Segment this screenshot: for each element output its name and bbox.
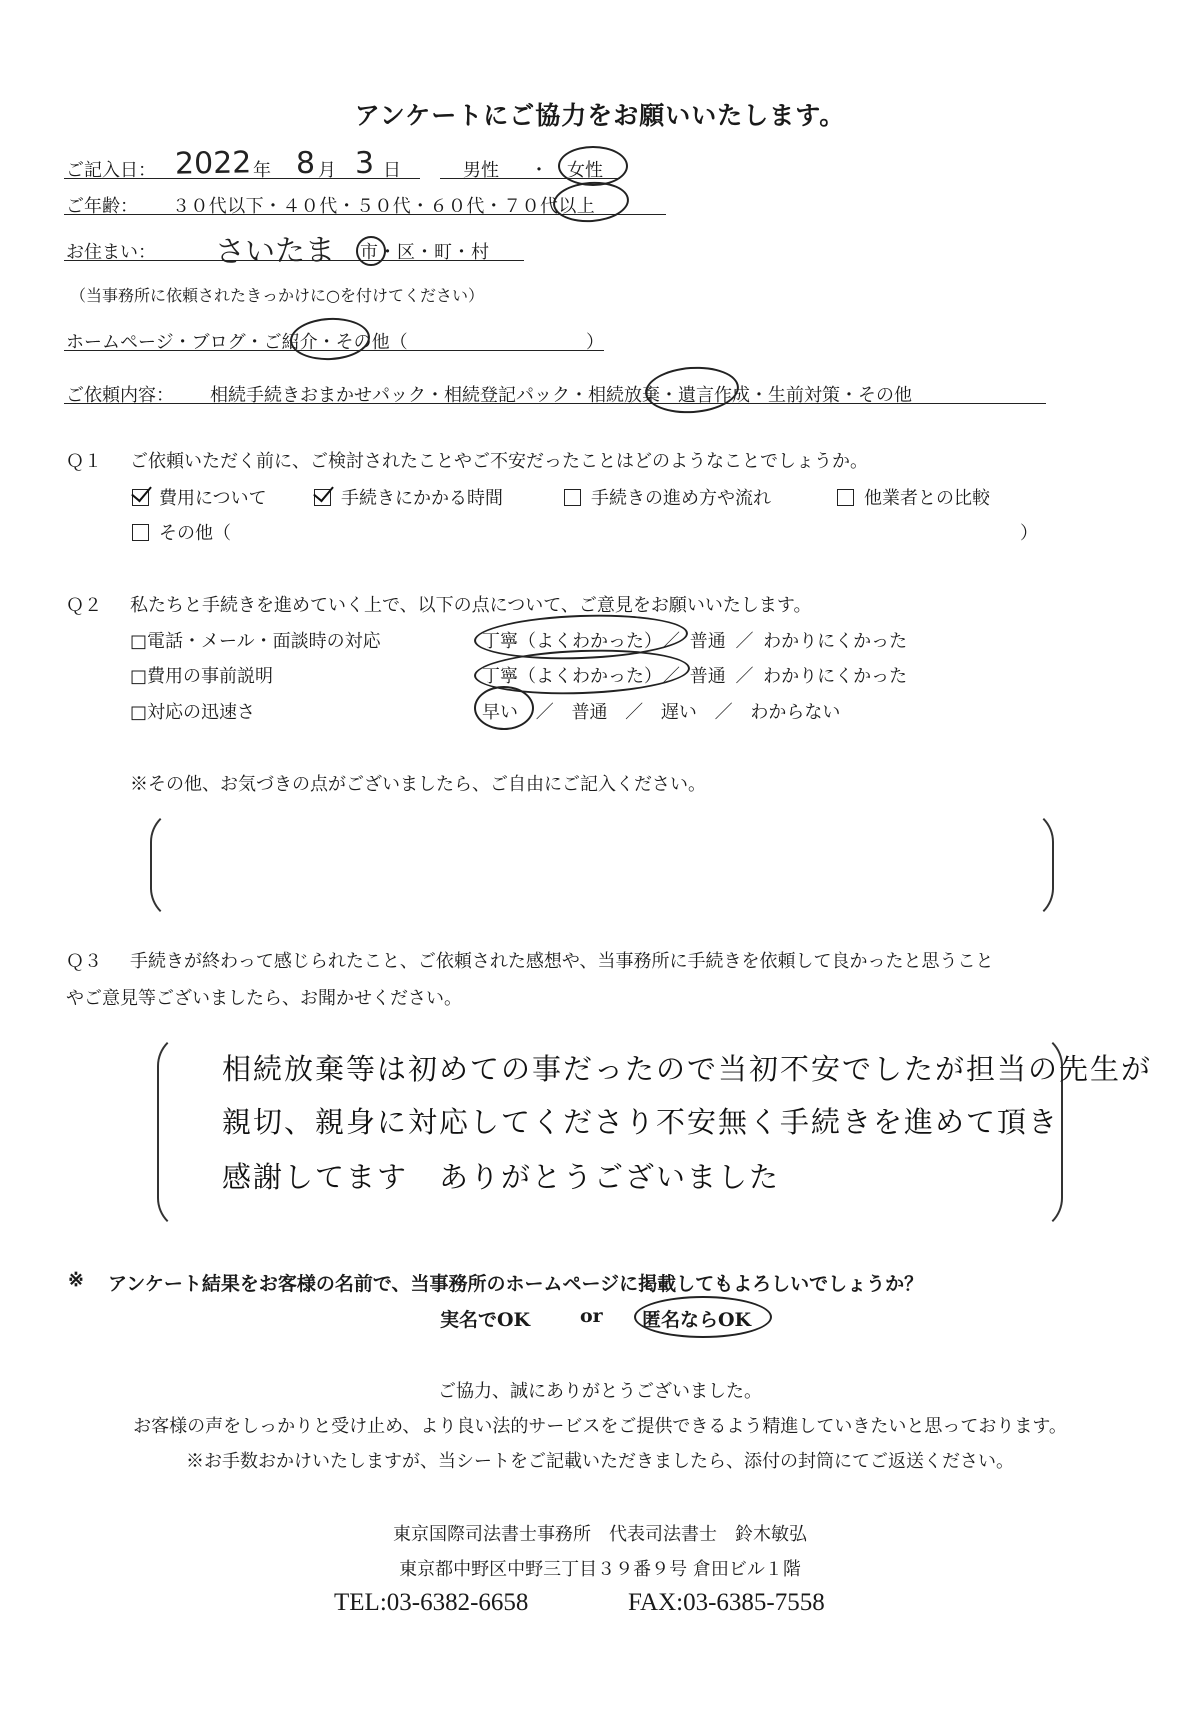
residence-underline	[64, 260, 524, 261]
residence-options[interactable]: 市・区・町・村	[360, 242, 490, 263]
q3-question-line2: やご意見等ございましたら、お聞かせください。	[66, 988, 462, 1009]
q2-row-contact-choices[interactable]: 丁寧（よくわかった）／ 普通 ／ わかりにくかった	[482, 631, 908, 652]
entry-date-month-unit: 月	[318, 160, 336, 181]
q1-option-other[interactable]	[132, 519, 231, 545]
checkbox-checked-icon[interactable]	[132, 489, 149, 506]
q3-answer-line-3: 感謝してます ありがとうございました	[222, 1160, 781, 1194]
checkbox-icon[interactable]	[132, 524, 149, 541]
publish-real-name-option[interactable]: 実名でOK	[440, 1309, 531, 1331]
q1-option-time[interactable]	[314, 484, 503, 510]
q2-row-speed-item: □対応の迅速さ	[130, 702, 256, 723]
q2-row-fee-choices[interactable]: 丁寧（よくわかった）／ 普通 ／ わかりにくかった	[482, 666, 908, 687]
closing-thanks: ご協力、誠にありがとうございました。	[438, 1381, 762, 1402]
entry-date-label: ご記入日：	[66, 160, 156, 181]
gender-male-option[interactable]: 男性	[463, 160, 499, 181]
closing-message: お客様の声をしっかりと受け止め、より良い法的サービスをご提供できるよう精進していきたいと思っております。	[133, 1416, 1067, 1437]
trigger-underline	[64, 350, 604, 351]
trigger-note: （当事務所に依頼されたきっかけに○を付けてください）	[70, 286, 484, 305]
q1-option-process[interactable]	[564, 484, 771, 510]
q1-option-cost-label: 費用について	[159, 488, 267, 509]
q1-option-compare-label: 他業者との比較	[864, 488, 990, 509]
office-name: 東京国際司法書士事務所 代表司法書士 鈴木敏弘	[393, 1524, 807, 1545]
entry-date-month[interactable]: 8	[295, 145, 316, 182]
q1-option-compare[interactable]	[837, 484, 990, 510]
office-fax: FAX:03-6385-7558	[628, 1589, 825, 1616]
checkbox-icon[interactable]	[564, 489, 581, 506]
checkbox-icon[interactable]	[837, 489, 854, 506]
residence-label: お住まい：	[66, 242, 156, 263]
q2-row-fee-item: □費用の事前説明	[130, 666, 274, 687]
page-title: アンケートにご協力をお願いいたします。	[354, 101, 846, 130]
entry-date-year[interactable]: 2022	[174, 145, 252, 182]
q1-other-close: ）	[1020, 523, 1038, 544]
gender-female-option[interactable]: 女性	[567, 160, 603, 181]
gender-underline	[440, 178, 620, 179]
entry-date-day-unit: 日	[383, 160, 401, 181]
request-underline	[64, 403, 1046, 404]
entry-date-underline	[64, 178, 420, 179]
request-label: ご依頼内容：	[66, 385, 174, 406]
q2-question: 私たちと手続きを進めていく上で、以下の点について、ご意見をお願いいたします。	[130, 595, 812, 616]
age-label: ご年齢：	[66, 196, 138, 217]
q1-option-cost[interactable]	[132, 484, 267, 510]
age-options[interactable]: ３０代以下・４０代・５０代・６０代・７０代以上	[172, 196, 596, 217]
q3-question-line1: 手続きが終わって感じられたこと、ご依頼された感想や、当事務所に手続きを依頼して良かったと思うこと	[130, 951, 994, 972]
trigger-other-close: ）	[586, 332, 604, 353]
q2-row-speed-choices[interactable]: 早い ／ 普通 ／ 遅い ／ わからない	[482, 702, 841, 723]
q2-note: ※その他、お気づきの点がございましたら、ご自由にご記入ください。	[130, 774, 706, 795]
publish-anonymous-option[interactable]: 匿名ならOK	[642, 1309, 752, 1331]
office-address: 東京都中野区中野三丁目３９番９号 倉田ビル１階	[399, 1559, 801, 1580]
publish-question: アンケート結果をお客様の名前で、当事務所のホームページに掲載してもよろしいでしょうか？	[108, 1273, 924, 1295]
residence-city[interactable]: さいたま	[214, 232, 336, 271]
q2-row-contact-item: □電話・メール・面談時の対応	[130, 631, 381, 652]
entry-date-year-unit: 年	[253, 160, 271, 181]
q3-number: Ｑ３	[66, 951, 102, 972]
office-tel: TEL:03-6382-6658	[334, 1589, 529, 1616]
q1-number: Ｑ１	[66, 451, 102, 472]
q1-question: ご依頼いただく前に、ご検討されたことやご不安だったことはどのようなことでしょうか。	[130, 451, 868, 472]
q3-answer-line-1: 相続放棄等は初めての事だったので当初不安でしたが担当の先生が	[222, 1052, 1153, 1086]
trigger-options[interactable]: ホームページ・ブログ・ご紹介・その他（	[66, 332, 408, 353]
q1-option-time-label: 手続きにかかる時間	[341, 488, 503, 509]
publish-or: or	[580, 1305, 603, 1327]
request-options[interactable]: 相続手続きおまかせパック・相続登記パック・相続放棄・遺言作成・生前対策・その他	[210, 385, 912, 406]
closing-return-note: ※お手数おかけいたしますが、当シートをご記載いただきましたら、添付の封筒にてご返送ください。	[186, 1451, 1014, 1472]
q1-option-process-label: 手続きの進め方や流れ	[591, 488, 771, 509]
gender-separator: ・	[530, 160, 548, 181]
checkbox-checked-icon[interactable]	[314, 489, 331, 506]
age-underline	[64, 214, 666, 215]
publish-mark: ※	[68, 1269, 84, 1291]
entry-date-day[interactable]: 3	[354, 145, 375, 182]
q3-answer-line-2: 親切、親身に対応してくださり不安無く手続きを進めて頂き	[222, 1105, 1060, 1139]
q1-option-other-label: その他（	[159, 523, 231, 544]
q2-comment-box[interactable]	[150, 808, 1054, 922]
q2-number: Ｑ２	[66, 595, 102, 616]
